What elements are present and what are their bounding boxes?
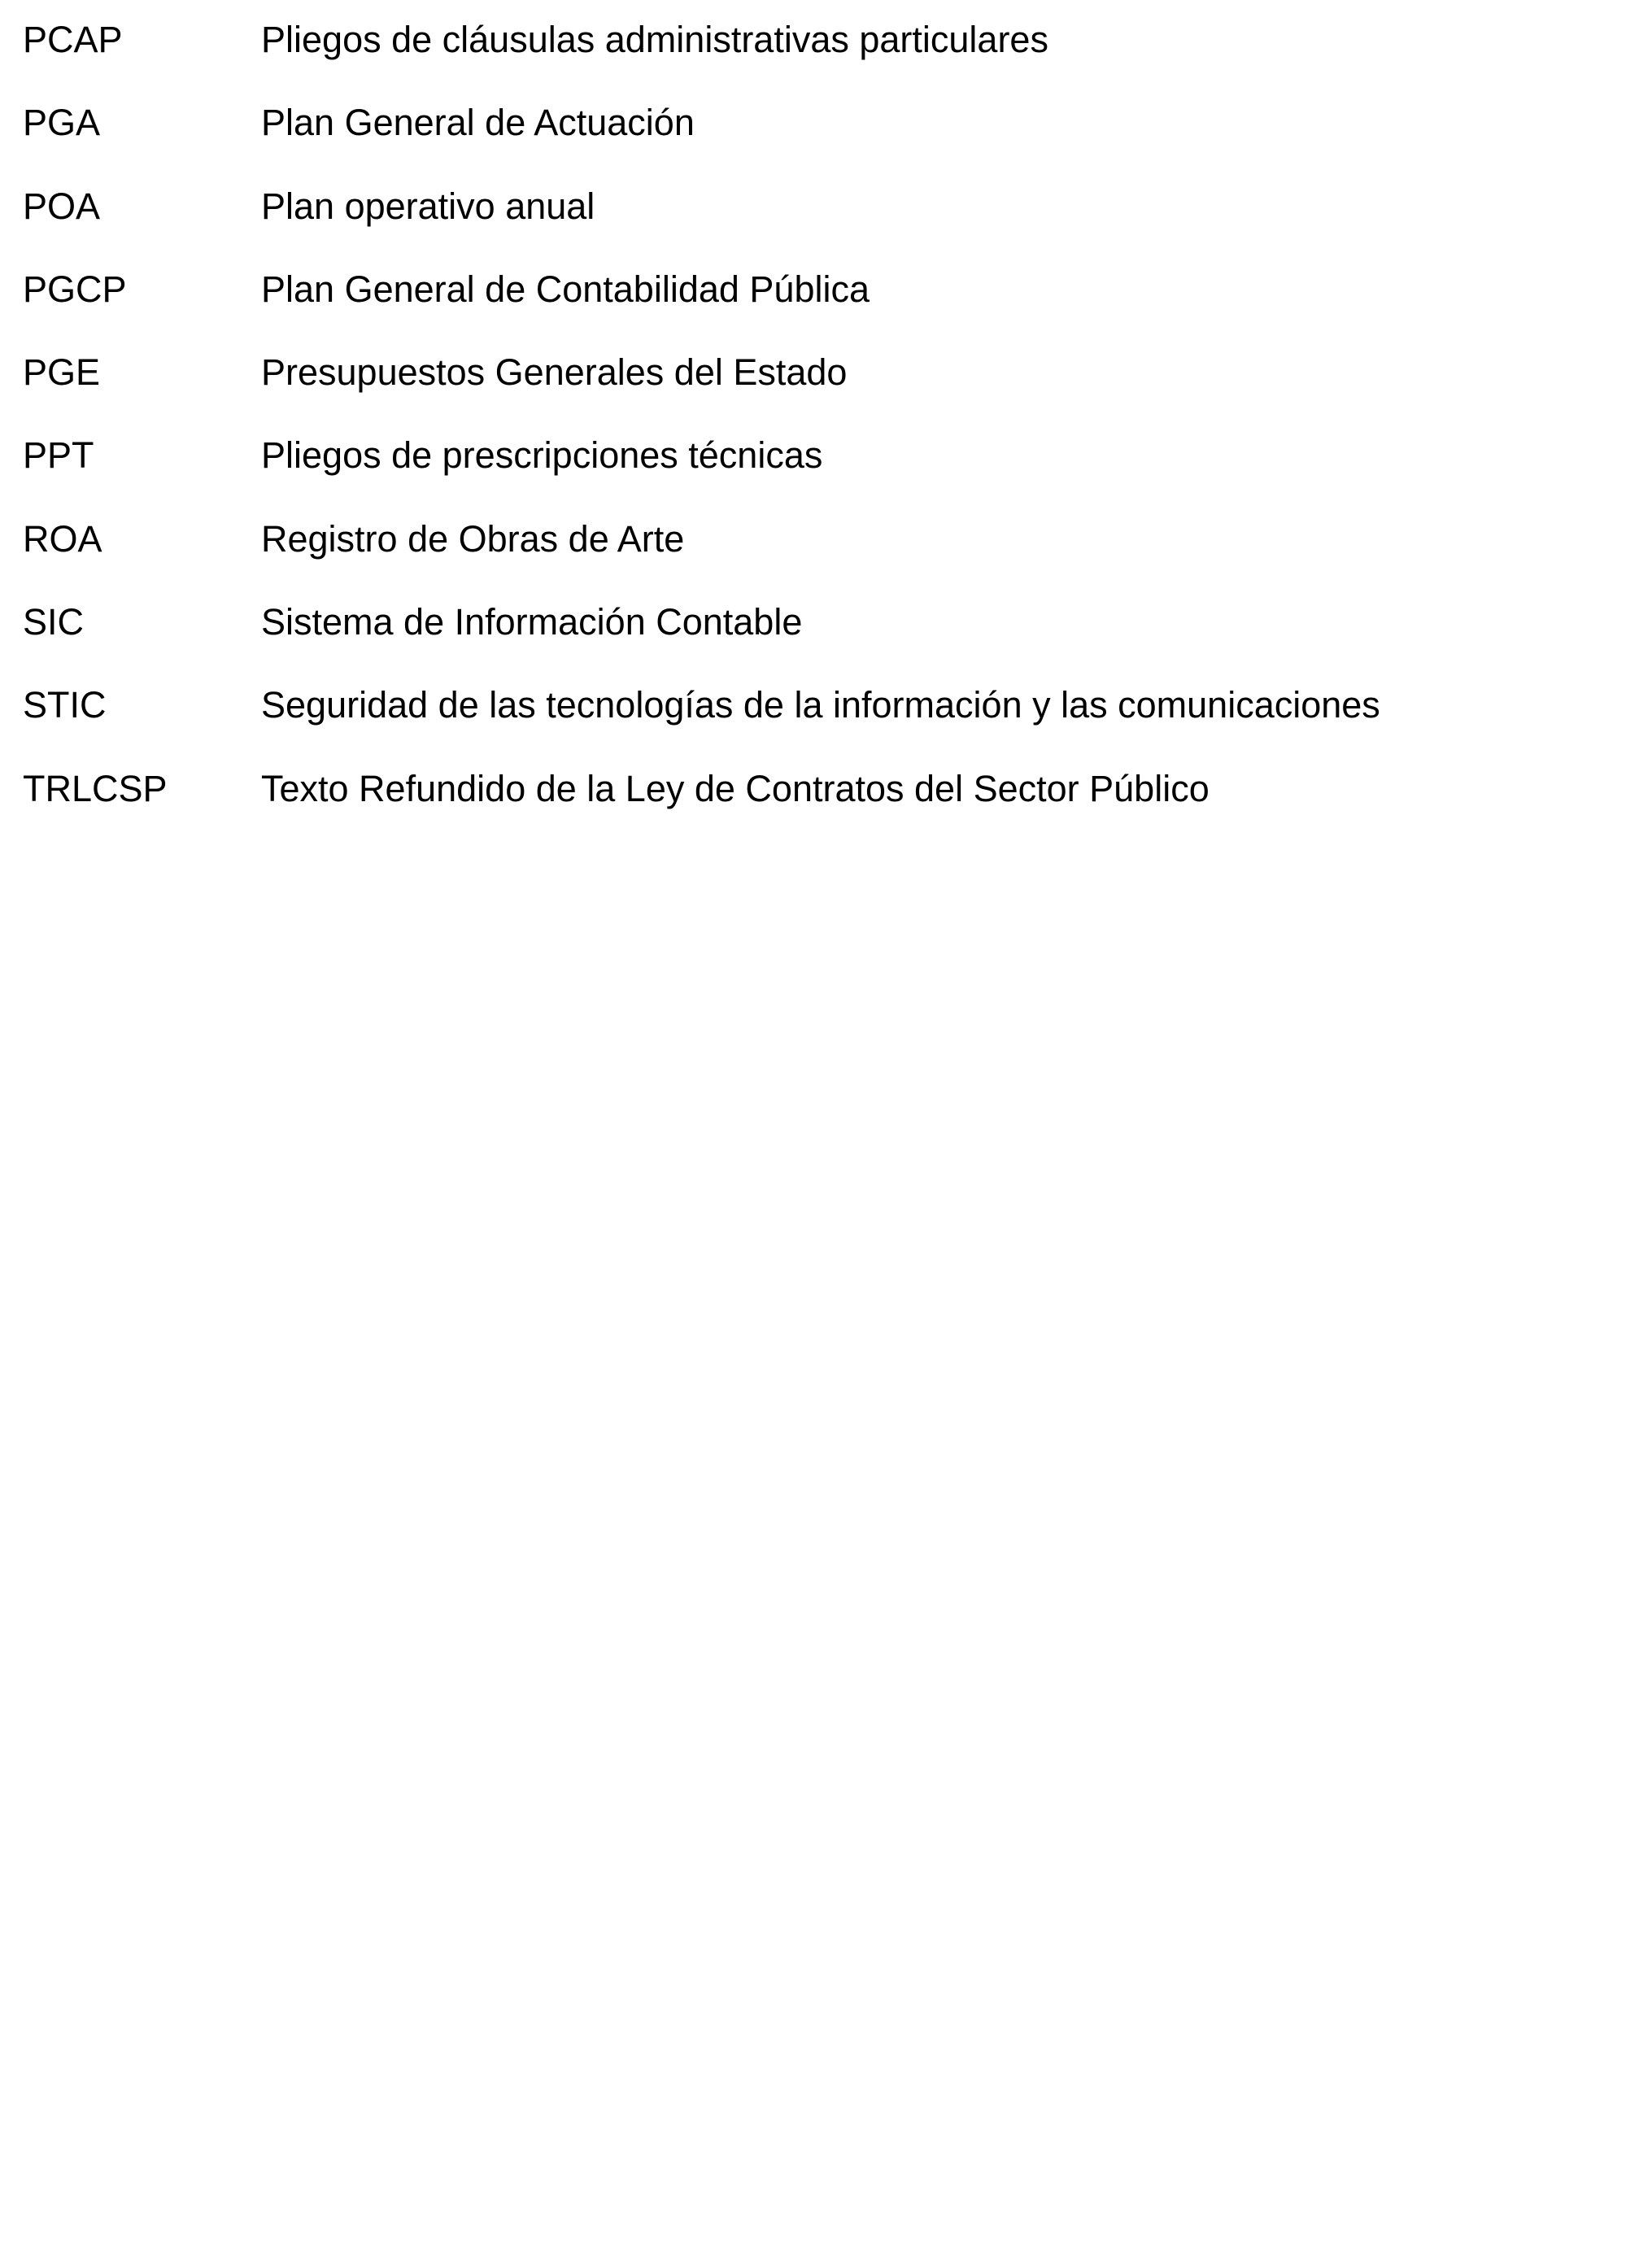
abbreviation-definition: Seguridad de las tecnologías de la información y las comunicaciones <box>261 684 1380 726</box>
abbreviation-term: PGE <box>23 351 101 394</box>
abbreviation-term: STIC <box>23 684 107 726</box>
abbreviation-definition: Plan General de Contabilidad Pública <box>261 268 870 310</box>
abbreviation-row-sic <box>23 594 1617 677</box>
abbreviation-row-roa <box>23 511 1617 594</box>
abbreviation-term: TRLCSP <box>23 767 168 809</box>
abbreviation-definition: Registro de Obras de Arte <box>261 517 685 560</box>
abbreviation-term: PCAP <box>23 19 123 60</box>
abbreviation-row-pge <box>23 344 1617 427</box>
abbreviation-list <box>23 11 1617 843</box>
abbreviation-definition: Plan General de Actuación <box>261 102 695 144</box>
abbreviation-row-pcap <box>23 11 1617 94</box>
abbreviation-term: PGA <box>23 102 101 144</box>
abbreviation-definition: Texto Refundido de la Ley de Contratos del Sector Público <box>261 767 1210 809</box>
abbreviation-definition: Presupuestos Generales del Estado <box>261 351 848 394</box>
abbreviation-row-trlcsp <box>23 761 1617 843</box>
abbreviation-row-ppt <box>23 427 1617 510</box>
abbreviation-row-pga <box>23 94 1617 177</box>
abbreviation-term: ROA <box>23 517 102 560</box>
abbreviation-row-poa <box>23 178 1617 261</box>
abbreviation-term: SIC <box>23 601 85 643</box>
abbreviation-term: PGCP <box>23 268 127 310</box>
abbreviation-definition: Pliegos de cláusulas administrativas particulares <box>261 19 1048 60</box>
abbreviation-term: PPT <box>23 434 94 477</box>
abbreviation-row-pgcp <box>23 261 1617 344</box>
abbreviation-definition: Pliegos de prescripciones técnicas <box>261 434 823 477</box>
abbreviation-term: POA <box>23 185 101 227</box>
abbreviation-definition: Plan operativo anual <box>261 185 595 227</box>
abbreviation-row-stic <box>23 677 1617 760</box>
abbreviation-definition: Sistema de Información Contable <box>261 601 803 643</box>
